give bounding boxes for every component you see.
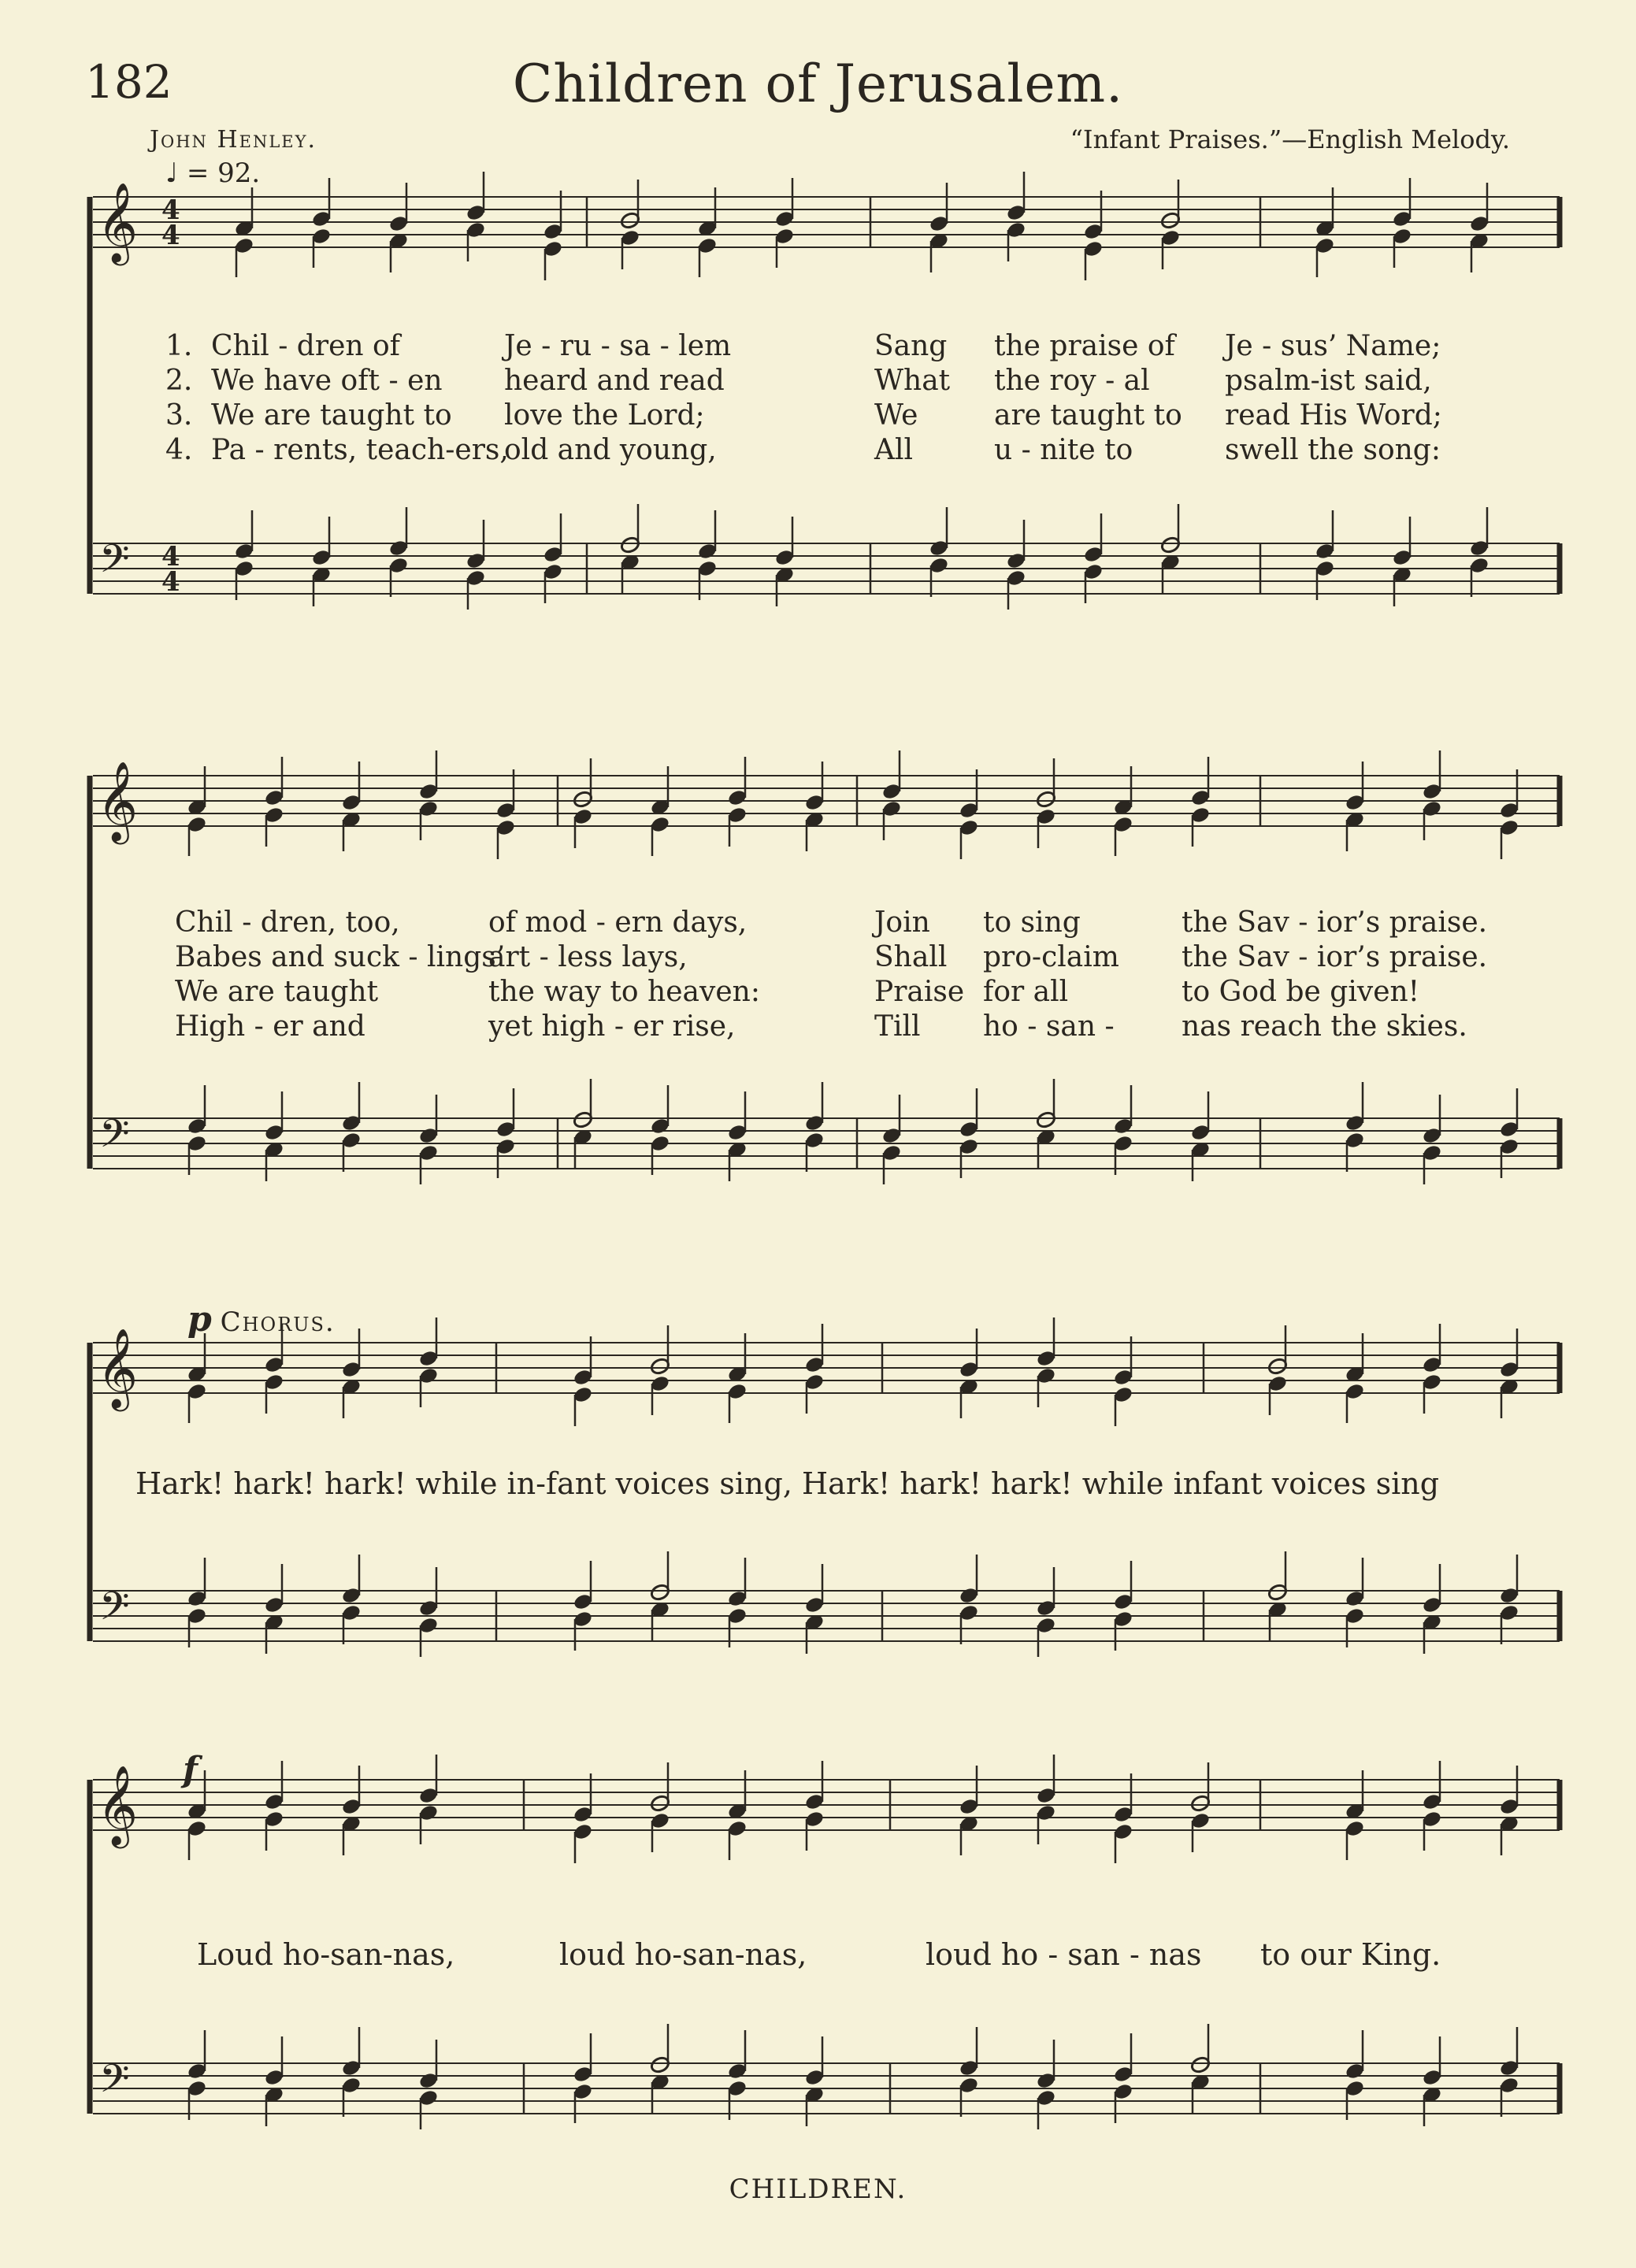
treble-clef: 𝄞 (97, 760, 139, 841)
lyric-segment: loud ho - san - nas (926, 1937, 1202, 1972)
treble-staff (93, 1343, 1560, 1393)
lyric-segment: Praise (874, 976, 965, 1008)
hymn-title: Children of Jerusalem. (512, 54, 1124, 114)
page-number: 182 (85, 55, 173, 109)
lyric-segment: to sing (983, 906, 1081, 939)
tune-source: “Infant Praises.”—English Melody. (1070, 124, 1510, 154)
lyric-segment: We (874, 399, 918, 432)
lyric-segment: Chil - dren of (211, 330, 400, 362)
time-signature: 4 (161, 566, 180, 598)
treble-clef: 𝄞 (97, 1764, 139, 1845)
lyric-segment: to our King. (1260, 1937, 1441, 1972)
bass-clef: 𝄢 (99, 1584, 130, 1639)
dynamic-piano: p (187, 1299, 212, 1340)
treble-clef: 𝄞 (97, 181, 139, 262)
lyric-segment: heard and read (504, 365, 725, 397)
lyric-segment: love the Lord; (504, 399, 705, 432)
lyric-segment: Pa - rents, teach-ers, (211, 434, 509, 466)
lyric-segment: ho - san - (983, 1010, 1115, 1043)
lyric-segment: We have oft - en (211, 365, 443, 397)
dynamic-forte: f (183, 1750, 198, 1790)
bass-staff (93, 1591, 1560, 1641)
lyric-segment: for all (983, 976, 1069, 1008)
lyric-segment: loud ho-san-nas, (559, 1937, 807, 1972)
lyric-segment: We are taught (175, 976, 379, 1008)
verse-number: 4. (165, 434, 193, 466)
lyric-segment: What (874, 365, 951, 397)
lyric-segment: psalm-ist said, (1225, 365, 1432, 397)
lyric-segment: u - nite to (994, 434, 1133, 466)
lyric-segment: Till (874, 1010, 921, 1043)
lyric-segment: nas reach the skies. (1182, 1010, 1467, 1043)
time-signature: 4 (161, 195, 180, 226)
lyric-segment: All (874, 434, 914, 466)
lyric-segment: the Sav - ior’s praise. (1182, 906, 1488, 939)
category-footer: CHILDREN. (729, 2174, 907, 2205)
lyric-segment: of mod - ern days, (488, 906, 748, 939)
lyric-segment: read His Word; (1225, 399, 1442, 432)
lyric-segment: Je - sus’ Name; (1225, 330, 1441, 362)
bass-clef: 𝄢 (99, 536, 130, 591)
verse-number: 2. (165, 365, 193, 397)
bass-staff (93, 2063, 1560, 2114)
composer-credit: John Henley. (150, 126, 317, 154)
chorus-marking (187, 1299, 336, 1340)
time-signature: 4 (161, 220, 180, 251)
treble-staff (93, 776, 1560, 826)
lyric-segment: Sang (874, 330, 948, 362)
lyric-segment: to God be given! (1182, 976, 1420, 1008)
chorus-label: Chorus. (220, 1306, 336, 1338)
lyric-segment: pro-claim (983, 941, 1119, 973)
lyric-segment: Join (874, 906, 930, 939)
lyric-segment: Loud ho-san-nas, (197, 1937, 455, 1972)
treble-clef: 𝄞 (97, 1327, 139, 1408)
bass-clef: 𝄢 (99, 1111, 130, 1166)
lyric-segment: the way to heaven: (488, 976, 760, 1008)
lyric-segment: the Sav - ior’s praise. (1182, 941, 1488, 973)
lyric-segment: High - er and (175, 1010, 365, 1043)
lyric-segment: art - less lays, (488, 941, 688, 973)
lyric-segment: Je - ru - sa - lem (504, 330, 732, 362)
lyric-segment: Shall (874, 941, 948, 973)
lyric-segment: are taught to (994, 399, 1182, 432)
lyric-segment: swell the song: (1225, 434, 1441, 466)
tempo-marking: ♩ = 92. (165, 158, 261, 189)
lyric-segment: the praise of (994, 330, 1175, 362)
bass-clef: 𝄢 (99, 2056, 130, 2111)
treble-staff (93, 1780, 1560, 1830)
time-signature: 4 (161, 541, 180, 573)
lyric-segment: old and young, (504, 434, 717, 466)
chorus-lyric: Hark! hark! hark! while in-fant voices sing, Hark! hark! hark! while infant voices sing (135, 1466, 1440, 1501)
verse-number: 3. (165, 399, 193, 432)
lyric-segment: Babes and suck - lings’ (175, 941, 506, 973)
verse-number: 1. (165, 330, 193, 362)
lyric-segment: yet high - er rise, (488, 1010, 736, 1043)
lyric-segment: We are taught to (211, 399, 452, 432)
forte-marking (183, 1750, 198, 1790)
bass-staff (93, 1118, 1560, 1169)
lyric-segment: Chil - dren, too, (175, 906, 400, 939)
lyric-segment: the roy - al (994, 365, 1150, 397)
